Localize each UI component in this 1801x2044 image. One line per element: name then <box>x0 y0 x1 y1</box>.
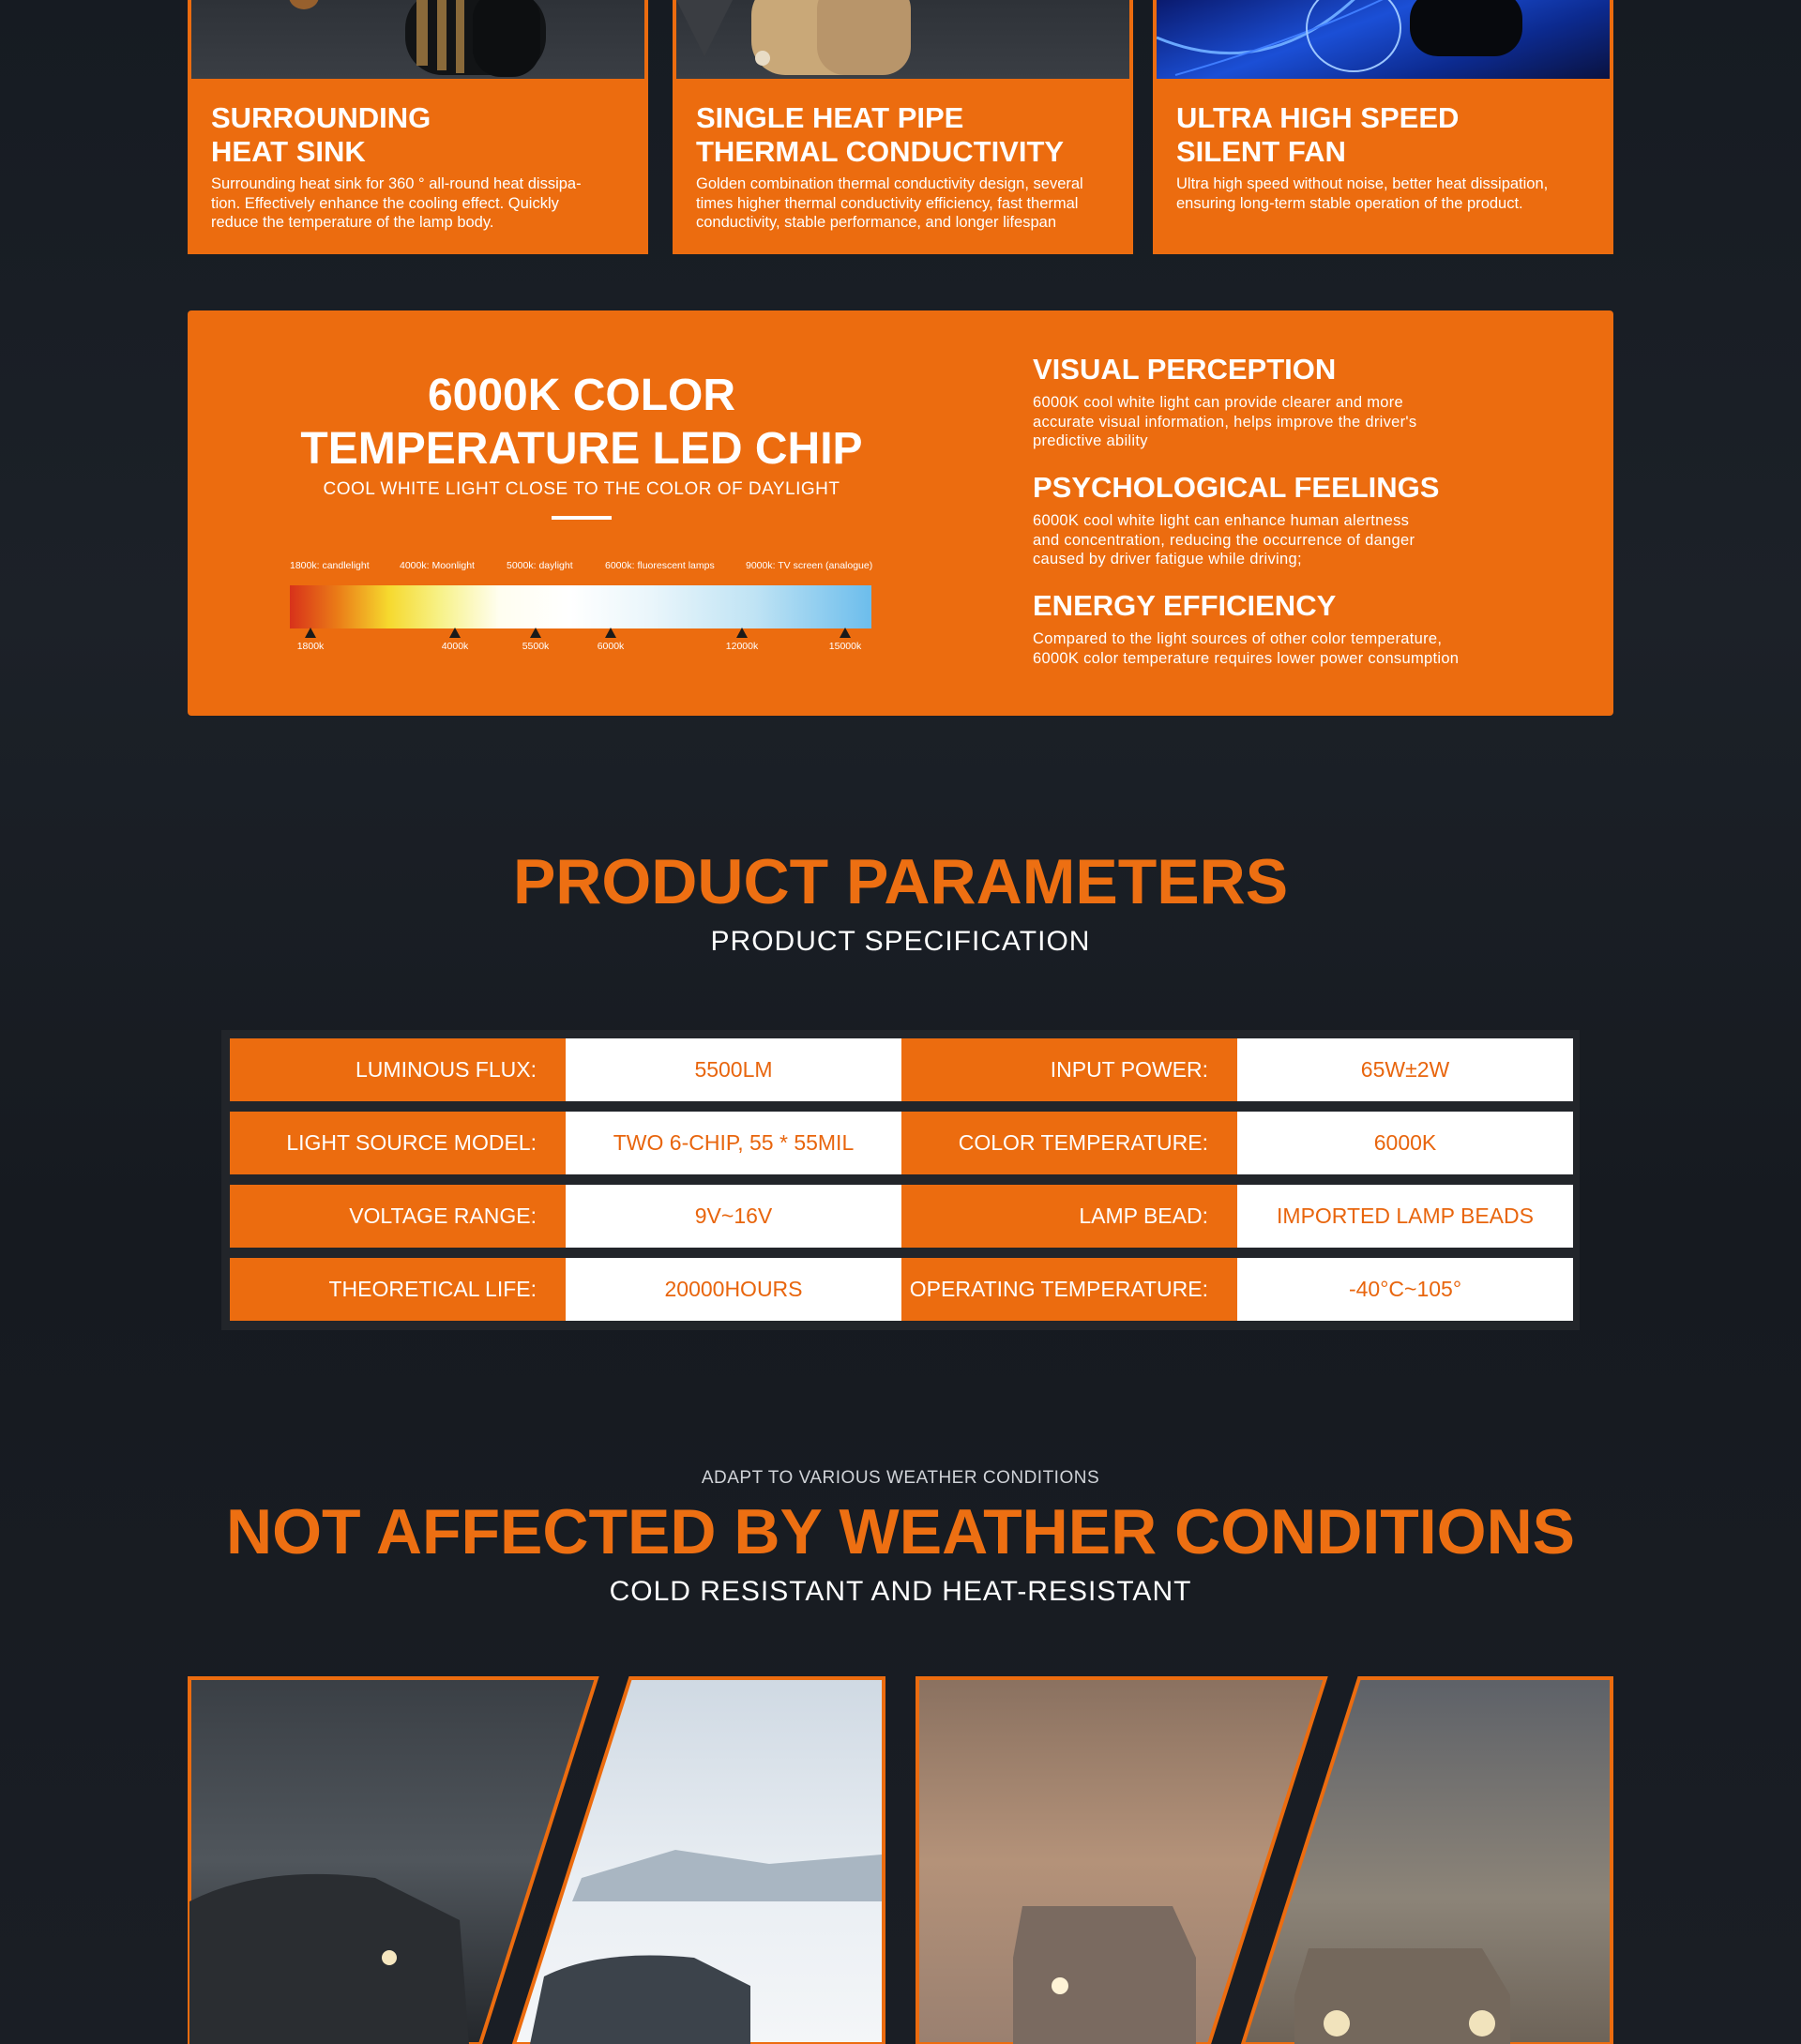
spec-value: 65W±2W <box>1237 1038 1573 1101</box>
color-temperature-panel <box>188 310 1613 716</box>
scale-tick-label: 6000k <box>597 641 625 652</box>
scale-label: 4000k: Moonlight <box>400 560 475 571</box>
color-temperature-title: 6000K COLOR TEMPERATURE LED CHIP <box>300 371 863 474</box>
spec-label: THEORETICAL LIFE: <box>230 1258 566 1321</box>
scale-tick-label: 15000k <box>828 641 862 652</box>
scale-label: 1800k: candlelight <box>290 560 370 571</box>
heat-pipe-image <box>676 0 1129 79</box>
spec-value: 9V~16V <box>566 1185 901 1248</box>
heat-pipe-illustration <box>676 0 1129 79</box>
weather-photo-collage <box>188 1676 1613 2044</box>
spec-label: LIGHT SOURCE MODEL: <box>230 1112 566 1174</box>
feature-card-fan <box>1153 0 1613 254</box>
benefit-title: ENERGY EFFICIENCY <box>1033 589 1337 622</box>
weather-subtitle: COLD RESISTANT AND HEAT-RESISTANT <box>609 1576 1192 1607</box>
fan-illustration <box>1157 0 1610 79</box>
weather-eyebrow: ADAPT TO VARIOUS WEATHER CONDITIONS <box>701 1468 1100 1488</box>
scale-label: 9000k: TV screen (analogue) <box>746 560 873 571</box>
benefit-description: 6000K cool white light can provide clearer and more accurate visual information, helps improve the driver's predictive ability <box>1033 394 1417 449</box>
scale-tick-marker <box>530 628 541 638</box>
spec-label: VOLTAGE RANGE: <box>230 1185 566 1248</box>
spec-value: -40°C~105° <box>1237 1258 1573 1321</box>
scale-label: 6000k: fluorescent lamps <box>605 560 715 571</box>
feature-description: Surrounding heat sink for 360 ° all-round heat dissipa- tion. Effectively enhance the cooling effect. Quickly reduce the temperature of the lamp body. <box>211 175 582 231</box>
benefit-title: VISUAL PERCEPTION <box>1033 353 1337 386</box>
scale-tick-marker <box>736 628 748 638</box>
heat-sink-image <box>191 0 644 79</box>
scale-tick-marker <box>605 628 616 638</box>
feature-title: SINGLE HEAT PIPE THERMAL CONDUCTIVITY <box>696 101 1065 168</box>
fan-image <box>1157 0 1610 79</box>
heat-sink-illustration <box>191 0 644 79</box>
specification-table <box>221 1030 1580 1330</box>
scale-tick-label: 12000k <box>725 641 759 652</box>
scale-tick-label: 1800k <box>296 641 325 652</box>
scale-label: 5000k: daylight <box>507 560 573 571</box>
scale-tick-label: 4000k <box>441 641 469 652</box>
feature-card-heat-pipe <box>673 0 1133 254</box>
feature-title: ULTRA HIGH SPEED SILENT FAN <box>1176 101 1460 168</box>
feature-description: Golden combination thermal conductivity design, several times higher thermal conductivity efficiency, fast thermal conductivity, stable performance, and longer lifespan <box>696 175 1083 231</box>
spec-label: COLOR TEMPERATURE: <box>901 1112 1237 1174</box>
spec-value: 5500LM <box>566 1038 901 1101</box>
suv-in-dust <box>1013 1906 1196 2044</box>
weather-title: NOT AFFECTED BY WEATHER CONDITIONS <box>225 1496 1576 1567</box>
spec-value: IMPORTED LAMP BEADS <box>1237 1185 1573 1248</box>
divider <box>552 516 612 520</box>
spec-label: INPUT POWER: <box>901 1038 1237 1101</box>
parameters-subtitle: PRODUCT SPECIFICATION <box>710 926 1091 957</box>
benefit-title: PSYCHOLOGICAL FEELINGS <box>1033 471 1440 504</box>
spec-label: LUMINOUS FLUX: <box>230 1038 566 1101</box>
spec-value: 6000K <box>1237 1112 1573 1174</box>
spec-label: LAMP BEAD: <box>901 1185 1237 1248</box>
color-temperature-gradient-bar <box>290 585 871 628</box>
scale-tick-marker <box>305 628 316 638</box>
benefit-description: Compared to the light sources of other color temperature, 6000K color temperature requires lower power consumption <box>1033 630 1460 667</box>
parameters-title: PRODUCT PARAMETERS <box>512 846 1289 917</box>
spec-value: TWO 6-CHIP, 55 * 55MIL <box>566 1112 901 1174</box>
color-temperature-subtitle: COOL WHITE LIGHT CLOSE TO THE COLOR OF DAYLIGHT <box>323 479 840 499</box>
scale-tick-marker <box>449 628 461 638</box>
benefit-description: 6000K cool white light can enhance human alertness and concentration, reducing the occurrence of danger caused by driver fatigue while driving; <box>1033 512 1415 568</box>
feature-description: Ultra high speed without noise, better heat dissipation, ensuring long-term stable operation of the product. <box>1176 175 1549 212</box>
spec-value: 20000HOURS <box>566 1258 901 1321</box>
feature-title: SURROUNDING HEAT SINK <box>211 101 431 168</box>
scale-tick-label: 5500k <box>522 641 550 652</box>
spec-label: OPERATING TEMPERATURE: <box>901 1258 1237 1321</box>
feature-card-heat-sink <box>188 0 648 254</box>
scale-tick-marker <box>840 628 851 638</box>
